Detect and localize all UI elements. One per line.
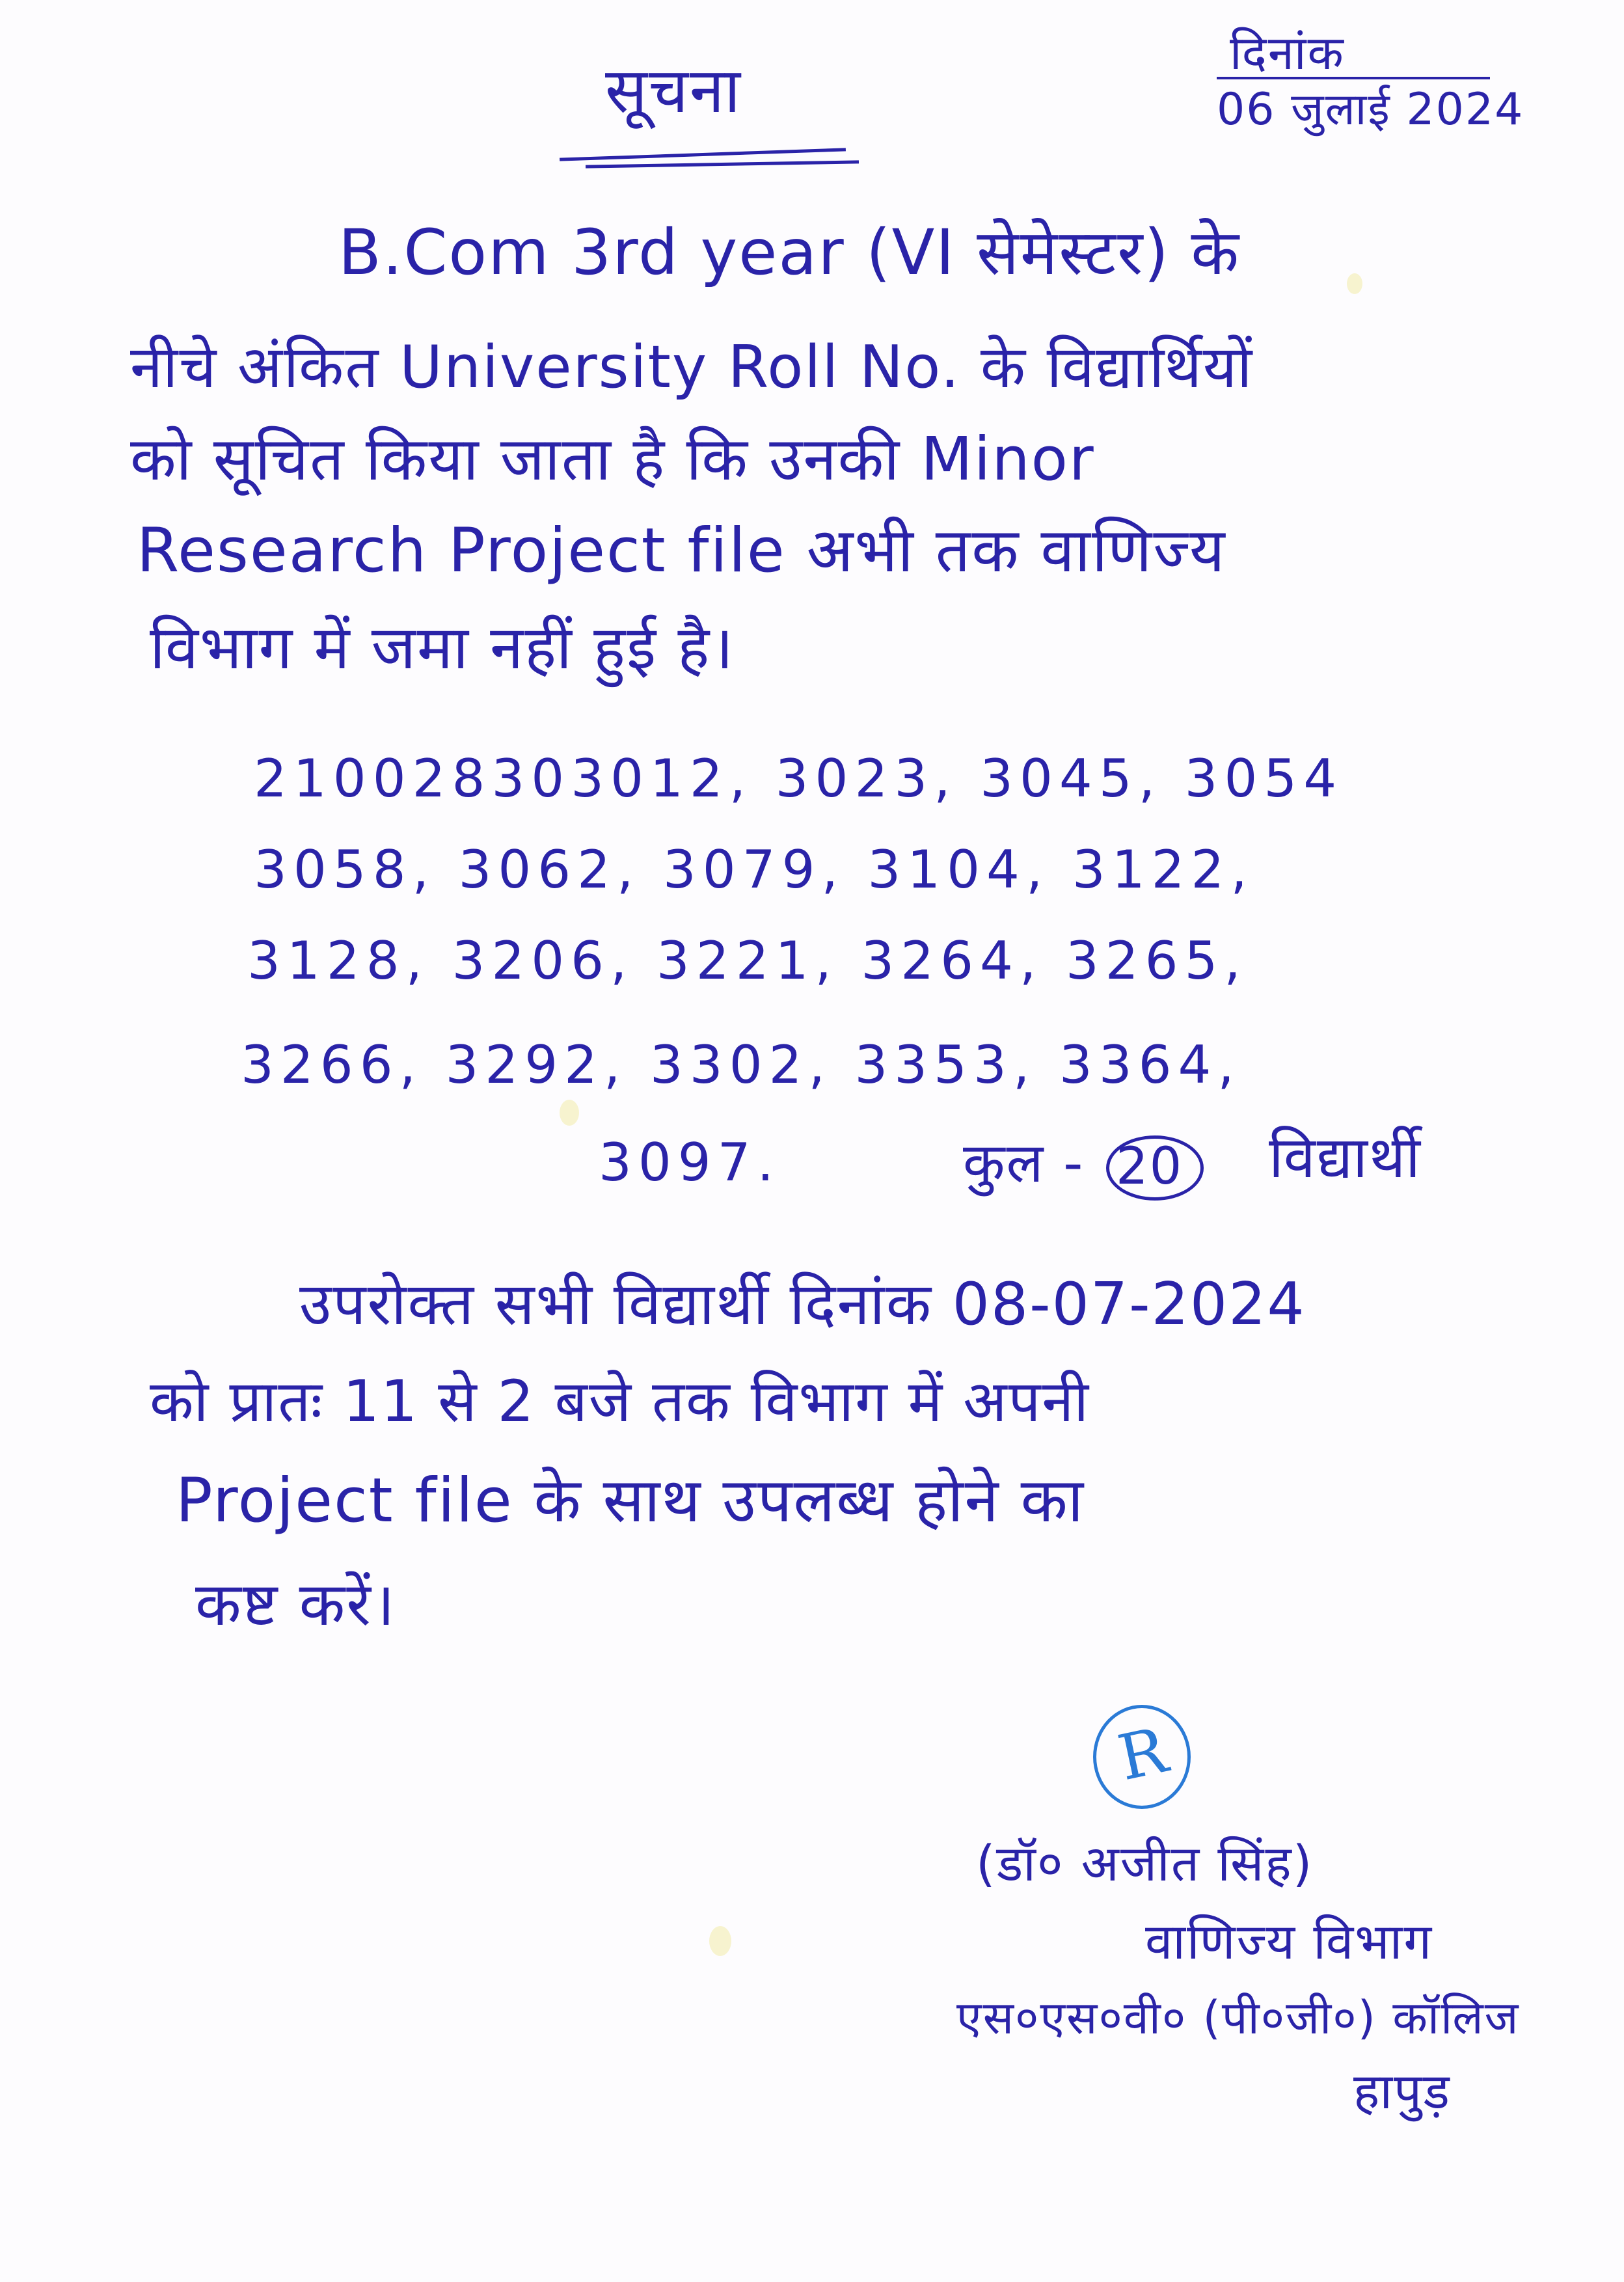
instruction-line: कष्ट करें।: [195, 1569, 396, 1639]
date-label: दिनांक: [1230, 25, 1345, 80]
roll-number-last: 3097.: [599, 1132, 781, 1193]
roll-number-line: 3266, 3292, 3302, 3353, 3364,: [241, 1035, 1241, 1095]
signature-college: एस०एस०वी० (पी०जी०) कॉलिज: [956, 1991, 1520, 2044]
total-suffix: विद्यार्थी: [1269, 1124, 1422, 1191]
paper-stain: [709, 1926, 731, 1956]
instruction-line: Project file के साथ उपलब्ध होने का: [176, 1465, 1085, 1536]
paper-stain: [560, 1100, 579, 1126]
total-count: 20: [1116, 1137, 1184, 1196]
title-underline: [560, 148, 846, 161]
title-underline: [586, 160, 859, 168]
signature-name: (डॉ० अजीत सिंह): [976, 1834, 1314, 1892]
signature-department: वाणिज्य विभाग: [1145, 1912, 1433, 1970]
notice-title: सूचना: [605, 54, 742, 127]
body-line: Research Project file अभी तक वाणिज्य: [137, 515, 1226, 586]
instruction-line: को प्रातः 11 से 2 बजे तक विभाग में अपनी: [150, 1368, 1090, 1435]
body-line: नीचे अंकित University Roll No. के विद्यार्थियों: [130, 333, 1254, 401]
total-label: कुल -: [963, 1131, 1085, 1195]
date-value: 06 जुलाई 2024: [1217, 84, 1524, 135]
instruction-line: उपरोक्त सभी विद्यार्थी दिनांक 08-07-2024: [299, 1270, 1306, 1338]
body-line: को सूचित किया जाता है कि उनकी Minor: [130, 424, 1095, 494]
signature-city: हापुड़: [1353, 2062, 1451, 2120]
body-line: B.Com 3rd year (VI सेमेस्टर) के: [338, 216, 1241, 289]
roll-number-line: 210028303012, 3023, 3045, 3054: [254, 748, 1344, 809]
roll-number-line: 3058, 3062, 3079, 3104, 3122,: [254, 839, 1254, 900]
roll-number-line: 3128, 3206, 3221, 3264, 3265,: [247, 930, 1247, 991]
body-line: विभाग में जमा नहीं हुई है।: [150, 613, 735, 683]
paper-stain: [1347, 273, 1362, 294]
signature-mark: R: [1112, 1713, 1174, 1795]
